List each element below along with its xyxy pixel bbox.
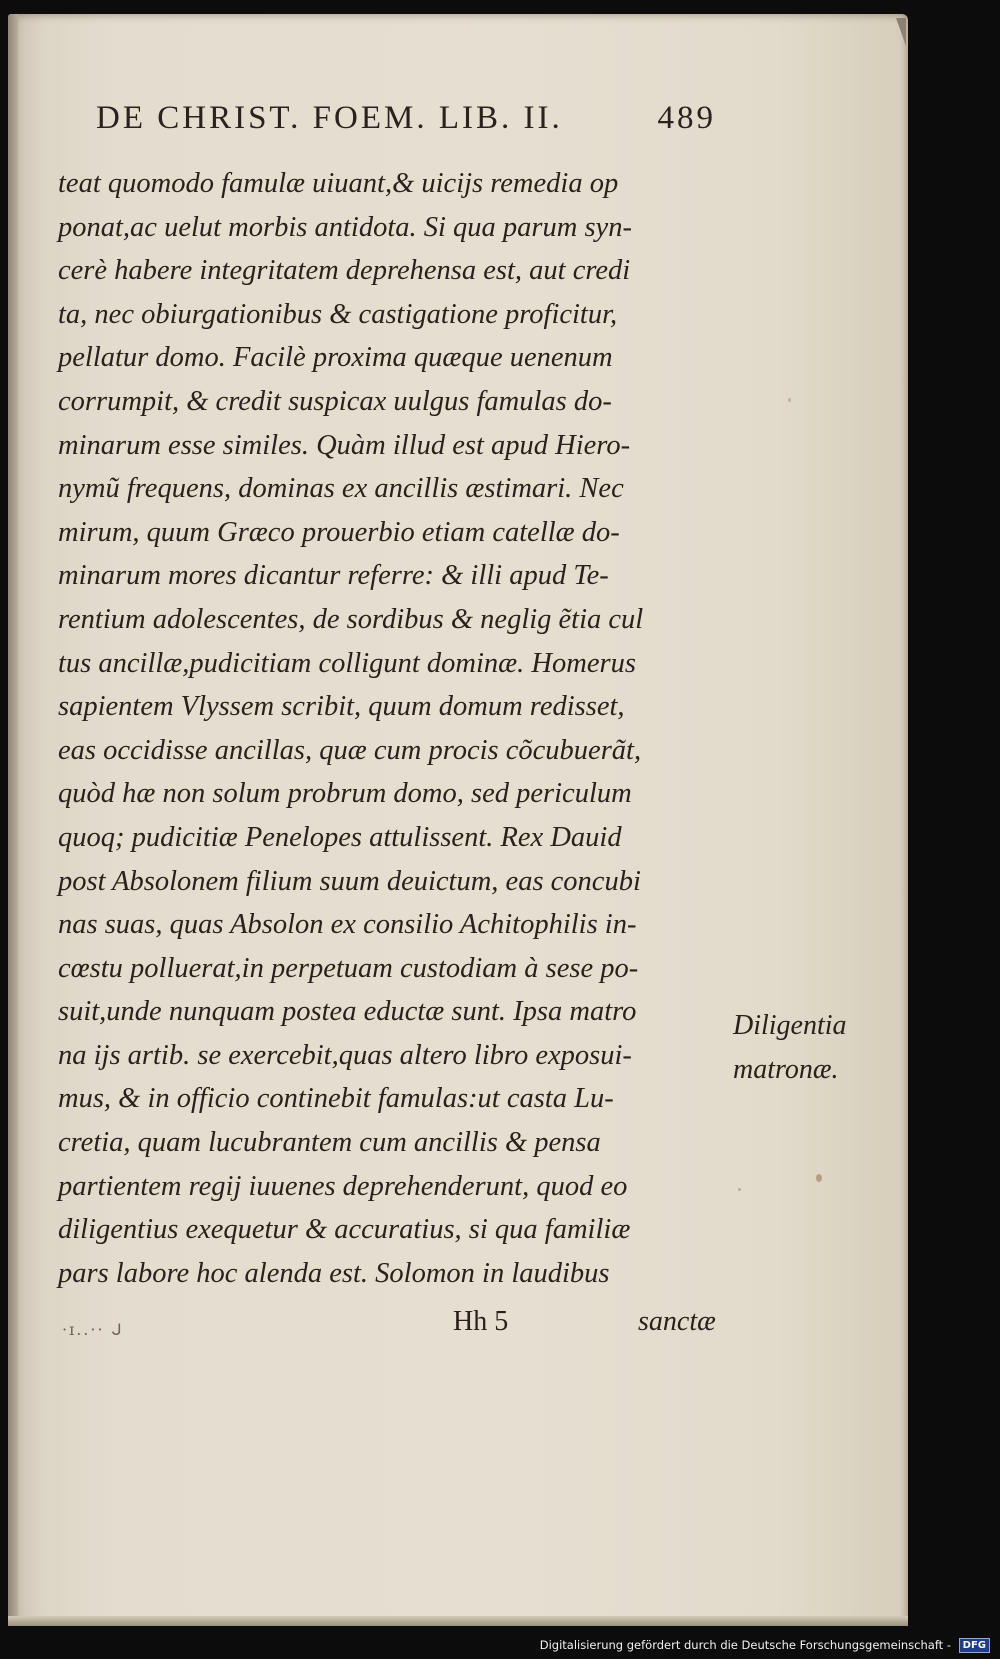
paper-page [8, 14, 908, 1626]
text-line: corrumpit, & credit suspicax uulgus famulas do- [58, 385, 612, 417]
page-gutter-edge [8, 14, 18, 1626]
text-line: nas suas, quas Absolon ex consilio Achitophilis in- [58, 909, 637, 941]
paper-speck [816, 1174, 822, 1182]
text-line: partientem regij iuuenes deprehenderunt, quod eo [58, 1170, 628, 1202]
marginal-note [733, 1004, 847, 1092]
text-line: minarum mores dicantur referre: & illi apud Te- [58, 560, 609, 592]
signature-mark: Hh 5 [453, 1306, 509, 1337]
page-corner-fold [896, 18, 906, 46]
text-line: cerè habere integritatem deprehensa est, aut credi [58, 255, 631, 287]
credit-text: Digitalisierung gefördert durch die Deutsche Forschungsgemeinschaft - [539, 1638, 951, 1652]
folio-number: 489 [657, 100, 716, 136]
page-bottom-edge [8, 1616, 908, 1626]
text-line: cœstu polluerat,in perpetuam custodiam à sese po- [58, 952, 639, 984]
catchword: sanctæ [638, 1306, 716, 1337]
text-line: sapientem Vlyssem scribit, quum domum redisset, [58, 691, 625, 723]
dfg-logo-icon: DFG [959, 1638, 990, 1653]
text-line: pellatur domo. Facilè proxima quæque uenenum [58, 342, 613, 374]
text-line: pars labore hoc alenda est. Solomon in laudibus [58, 1257, 610, 1289]
paper-speck [738, 1188, 741, 1191]
digitization-credit [540, 1638, 990, 1653]
text-line: eas occidisse ancillas, quæ cum procis cõcubuerãt, [58, 734, 642, 766]
ink-scribble: ·ɪ..·· ᒍ [62, 1320, 124, 1339]
text-line: ponat,ac uelut morbis antidota. Si qua parum syn- [58, 211, 632, 243]
text-line: cretia, quam lucubrantem cum ancillis & pensa [58, 1127, 601, 1159]
text-line: suit,unde nunquam postea eductæ sunt. Ipsa matro [58, 996, 637, 1028]
text-line: nymũ frequens, dominas ex ancillis æstimari. Nec [58, 473, 624, 505]
running-title: DE CHRIST. FOEM. LIB. II. [96, 100, 563, 136]
marginal-note-line: matronæ. [733, 1054, 839, 1085]
paper-speck [788, 398, 791, 402]
text-line: diligentius exequetur & accuratius, si qua familiæ [58, 1214, 631, 1246]
text-line: post Absolonem filium suum deuictum, eas concubi [58, 865, 641, 897]
text-line: mus, & in officio continebit famulas:ut casta Lu- [58, 1083, 614, 1115]
text-line: mirum, quum Græco prouerbio etiam catellæ do- [58, 516, 620, 548]
text-line: quoq; pudicitiæ Penelopes attulissent. Rex Dauid [58, 821, 622, 853]
running-header [96, 100, 716, 137]
text-line: ta, nec obiurgationibus & castigatione proficitur, [58, 298, 618, 330]
body-text [58, 162, 718, 1295]
marginal-note-line: Diligentia [733, 1010, 847, 1041]
text-line: minarum esse similes. Quàm illud est apud Hiero- [58, 429, 631, 461]
text-line: tus ancillæ,pudicitiam colligunt dominæ. Homerus [58, 647, 636, 679]
text-line: rentium adolescentes, de sordibus & neglig ẽtia cul [58, 603, 644, 635]
text-line: teat quomodo famulæ uiuant,& uicijs remedia op [58, 168, 619, 199]
text-line: na ijs artib. se exercebit,quas altero libro exposui- [58, 1039, 632, 1071]
text-line: quòd hæ non solum probrum domo, sed periculum [58, 778, 632, 810]
